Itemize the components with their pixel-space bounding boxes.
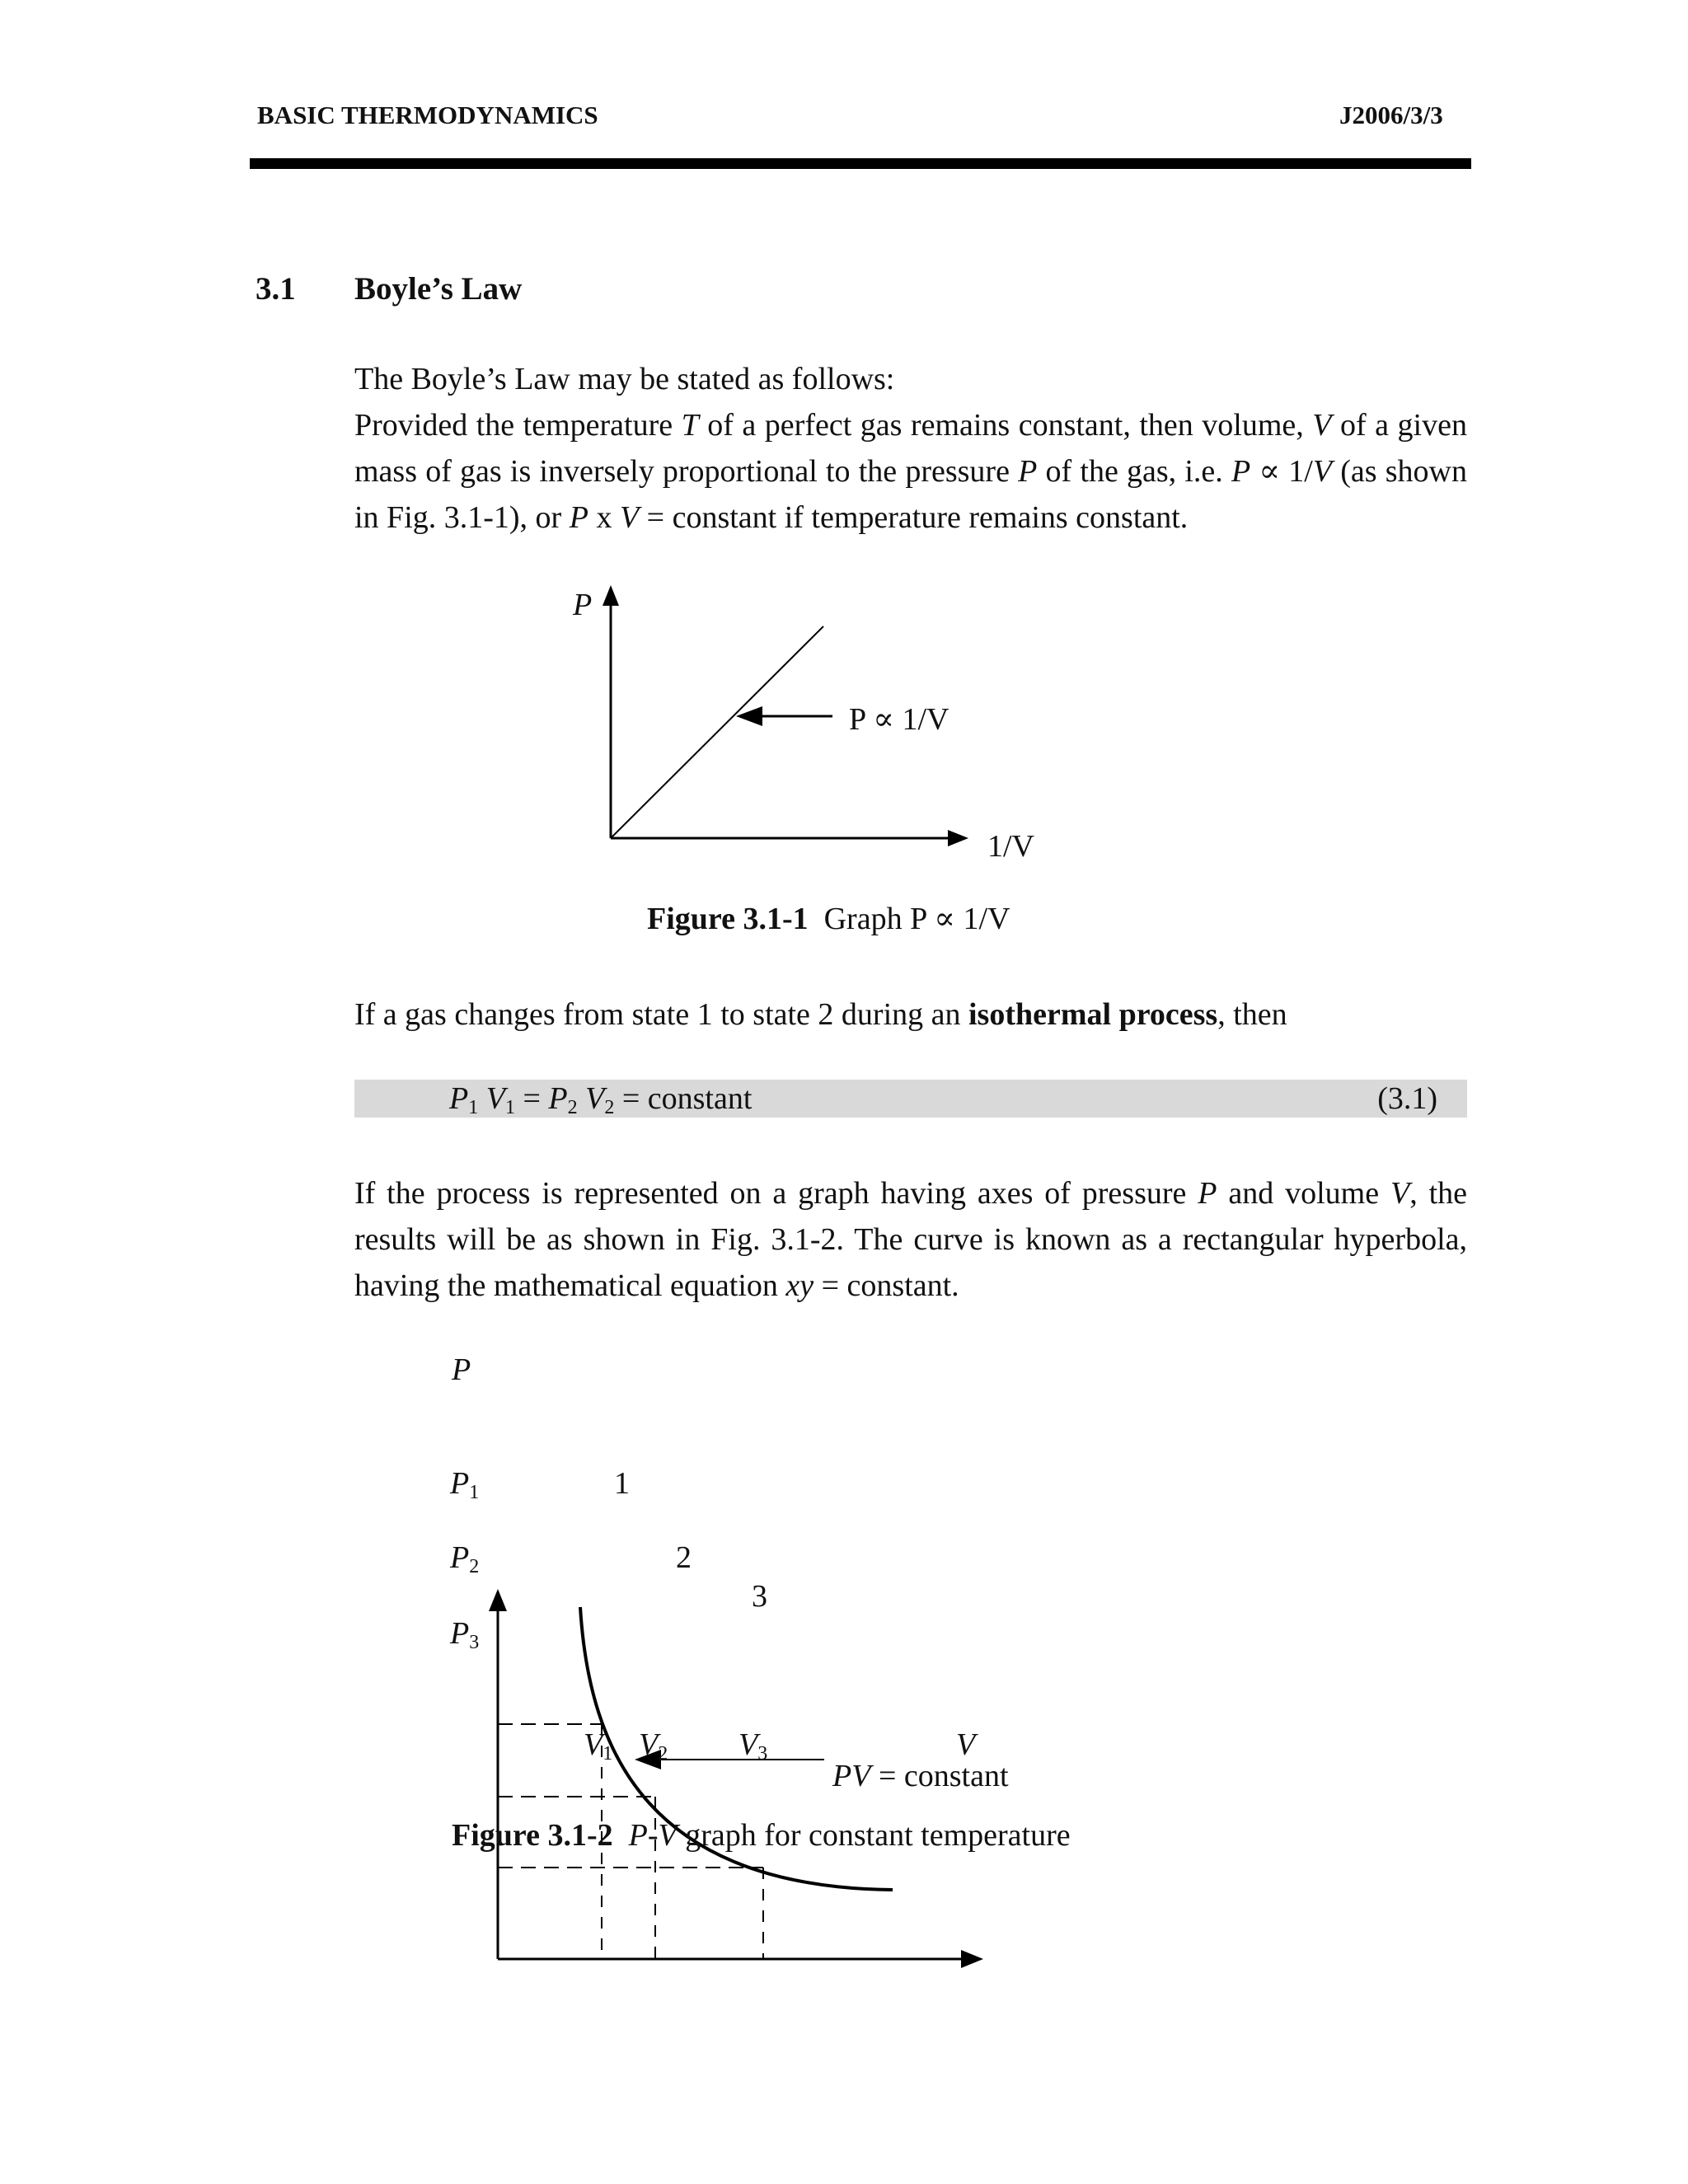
fig1-proportional-line bbox=[611, 626, 823, 838]
fig2-x-label: V bbox=[956, 1727, 976, 1762]
fig2-v2-label: $V_2$ bbox=[639, 1727, 668, 1765]
fig1-caption: Figure 3.1-1 Graph P ∝ 1/V bbox=[647, 902, 1010, 936]
fig2-v1-label: $V_1$ bbox=[584, 1727, 613, 1765]
fig1-x-arrowhead bbox=[948, 830, 968, 846]
equation-text: $P_1$ $V_1 = P_2$ $V_2$ = constant bbox=[449, 1081, 753, 1118]
hyperbola-paragraph: If the process is represented on a graph having axes of pressure P and volume V, the results will be as shown in Fig. 3.1-2. The curve is known as a rectangular hyperbola, having the mathematical equation xy = constant. bbox=[354, 1176, 1467, 1303]
section-number: 3.1 bbox=[256, 271, 296, 307]
fig2-x-arrowhead bbox=[961, 1950, 983, 1968]
fig2-p2-label: $P_2$ bbox=[450, 1540, 480, 1577]
fig2-state-3: 3 bbox=[752, 1579, 767, 1614]
fig1-x-label: 1/V bbox=[987, 829, 1034, 864]
fig2-v3-label: $V_3$ bbox=[738, 1727, 768, 1765]
intro-line1: The Boyle’s Law may be stated as follows: bbox=[354, 362, 895, 396]
fig2-p3-label: $P_3$ bbox=[450, 1616, 480, 1653]
isothermal-sentence: If a gas changes from state 1 to state 2 during an isothermal process, then bbox=[354, 997, 1287, 1032]
fig1-annotation-label: P ∝ 1/V bbox=[849, 702, 950, 737]
fig2-p1-label: $P_1$ bbox=[450, 1466, 480, 1503]
equation-box bbox=[354, 1080, 1467, 1118]
intro-statement: Provided the temperature T of a perfect gas remains constant, then volume, V of a given mass of gas is inversely proportional to the pressure P of the gas, i.e. P ∝ 1/V (as shown in Fig. 3.1-1), or P x V = constant if temperature remains constant. bbox=[354, 408, 1468, 535]
fig1-y-label: P bbox=[573, 588, 593, 622]
fig2-y-arrowhead bbox=[489, 1589, 507, 1611]
fig1-y-arrowhead bbox=[603, 585, 619, 606]
fig2-curve-label: PV = constant bbox=[832, 1759, 1009, 1793]
fig2-y-label: P bbox=[452, 1352, 471, 1387]
equation-number: (3.1) bbox=[1377, 1081, 1437, 1116]
fig2-state-1: 1 bbox=[614, 1466, 630, 1501]
header-code: J2006/3/3 bbox=[1339, 101, 1443, 129]
fig2-state-2: 2 bbox=[676, 1540, 692, 1575]
header-title: BASIC THERMODYNAMICS bbox=[257, 101, 598, 129]
section-title: Boyle’s Law bbox=[354, 271, 523, 307]
fig2-caption: Figure 3.1-2 P-V graph for constant temperature bbox=[452, 1818, 1071, 1853]
